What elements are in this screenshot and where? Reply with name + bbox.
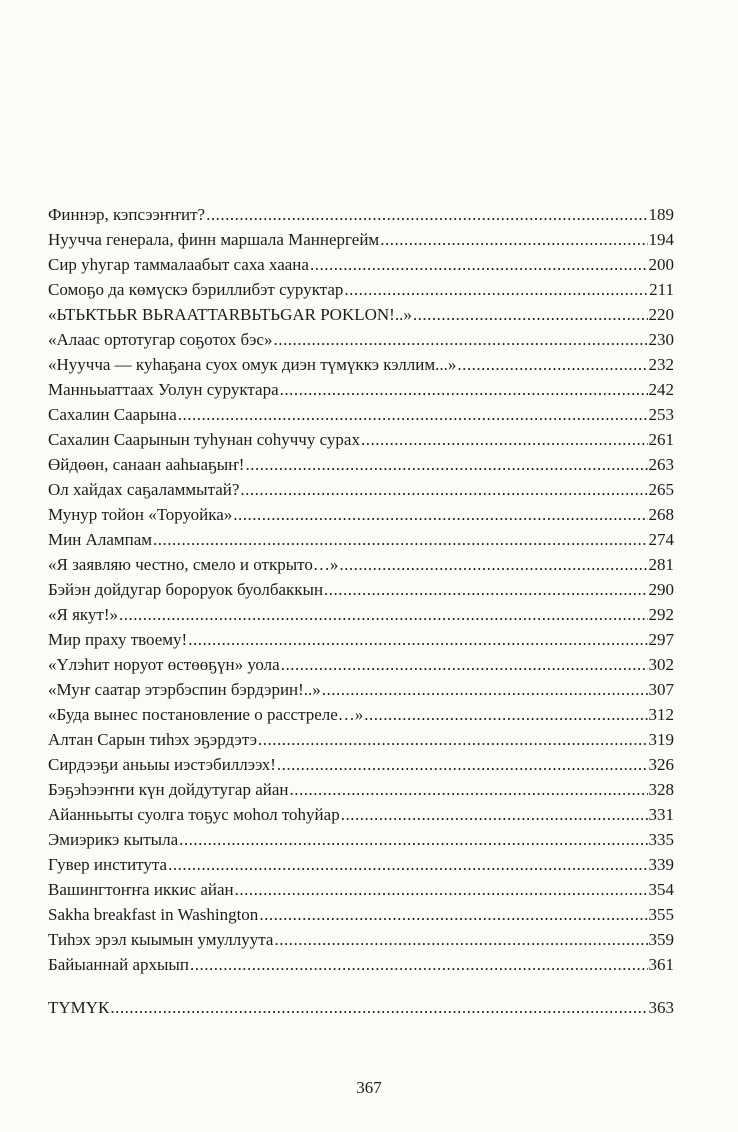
toc-entry-page: 331: [648, 805, 674, 825]
toc-entry-title: Сахалин Саарына: [48, 405, 177, 425]
toc-entry-page: 281: [648, 555, 674, 575]
toc-entry-page: 194: [648, 230, 674, 250]
toc-entry-title: «Нуучча — куһаҕана суох омук диэн түмүккэ кэллим...»: [48, 355, 457, 375]
dot-leader: [413, 302, 648, 327]
toc-entry: [48, 677, 674, 702]
toc-entry-page: 302: [648, 655, 674, 675]
toc-entry: [48, 902, 674, 927]
toc-entry-title: Манньыаттаах Уолун суруктара: [48, 380, 279, 400]
toc-entry-title: Бэҕэһээҥҥи күн дойдутугар айан: [48, 780, 289, 800]
toc-entry-title: Мир праху твоему!: [48, 630, 188, 650]
toc-entry-title: Вашингтоҥҥа иккис айан: [48, 880, 234, 900]
toc-entry-title: Нуучча генерала, финн маршала Маннергейм: [48, 230, 380, 250]
toc-entry-title: «Алаас ортотугар соҕотох бэс»: [48, 330, 273, 350]
toc-entry-page: 292: [648, 605, 674, 625]
toc-entry-title: Ол хайдах саҕаламмытай?: [48, 480, 240, 500]
toc-entry-page: 261: [648, 430, 674, 450]
toc-entry-page: 253: [648, 405, 674, 425]
toc-entry-page: 363: [648, 998, 674, 1018]
toc-entry: [48, 527, 674, 552]
toc-entry-title: Финнэр, кэпсээҥҥит?: [48, 205, 206, 224]
toc-entry-page: 328: [648, 780, 674, 800]
toc-entry-page: 189: [648, 205, 674, 224]
toc-entry: [48, 252, 674, 277]
dot-leader: [277, 752, 648, 777]
dot-leader: [206, 202, 647, 227]
dot-leader: [179, 827, 647, 852]
toc-entry: [48, 452, 674, 477]
dot-leader: [274, 927, 647, 952]
toc-entry: [48, 827, 674, 852]
dot-leader: [290, 777, 648, 802]
toc-entry-title: Айанньыты суолга тоҕус моһол тоһуйар: [48, 805, 340, 825]
toc-entry-page: 361: [648, 955, 674, 975]
toc-entry-title: «Я заявляю честно, смело и открыто…»: [48, 555, 339, 575]
toc-entry: [48, 377, 674, 402]
toc-entry-page: 307: [648, 680, 674, 700]
dot-leader: [341, 802, 648, 827]
dot-leader: [273, 327, 647, 352]
dot-leader: [280, 377, 648, 402]
toc-entry-page: 265: [648, 480, 674, 500]
dot-leader: [190, 952, 648, 977]
dot-leader: [364, 702, 647, 727]
toc-entry-page: 312: [648, 705, 674, 725]
toc-entry-page: 326: [648, 755, 674, 775]
toc-entry-page: 319: [648, 730, 674, 750]
toc-entry: [48, 502, 674, 527]
toc-entry: [48, 602, 674, 627]
toc-entry-title: Sakha breakfast in Washington: [48, 905, 259, 925]
toc-entry-title: Эмиэрикэ кытыла: [48, 830, 179, 850]
toc-entry: [48, 402, 674, 427]
toc-entry: [48, 577, 674, 602]
toc-entry: [48, 777, 674, 802]
toc-entry-page: 354: [648, 880, 674, 900]
toc-entry-page: 359: [648, 930, 674, 950]
dot-leader: [233, 502, 647, 527]
toc-entry-title: «Я якут!»: [48, 605, 119, 625]
dot-leader: [344, 277, 648, 302]
toc-entry: [48, 702, 674, 727]
toc-entry-page: 200: [648, 255, 674, 275]
toc-entry-title: Өйдөөн, санаан ааһыаҕыҥ!: [48, 455, 245, 475]
dot-leader: [235, 877, 648, 902]
dot-leader: [281, 652, 648, 677]
page-number: 367: [356, 1078, 382, 1097]
toc-entry-title: Сахалин Саарынын туһунан соһуччу сурах: [48, 430, 360, 450]
dot-leader: [361, 427, 648, 452]
toc-entry-title: «Муҥ саатар этэрбэспин бэрдэрин!..»: [48, 680, 321, 700]
toc-entry: [48, 302, 674, 327]
toc-entry-title: «ЬТЬКТЬЬR ВЬRAATTARВЬТЬGAR POKLON!..»: [48, 305, 412, 325]
toc-entry-title: Сирдээҕи аньыы иэстэбиллээх!: [48, 755, 276, 775]
toc-entry-title: Тиһэх эрэл кыымын умуллуута: [48, 930, 274, 950]
toc-entry-page: 211: [649, 280, 674, 300]
toc-entry-page: 230: [648, 330, 674, 350]
toc-entry-title: Мин Алампам: [48, 530, 153, 550]
toc-entry: [48, 995, 674, 1020]
toc-entry: [48, 752, 674, 777]
dot-leader: [324, 577, 647, 602]
toc-entry-title: Алтан Сарын тиһэх эҕэрдэтэ: [48, 730, 257, 750]
dot-leader: [339, 552, 647, 577]
toc-entry-page: 297: [648, 630, 674, 650]
toc-entry-title: Мунур тойон «Торуойка»: [48, 505, 233, 525]
toc-entry-page: 355: [648, 905, 674, 925]
toc-entry-title: Гувер института: [48, 855, 168, 875]
toc-entry-page: 339: [648, 855, 674, 875]
toc-entry: [48, 277, 674, 302]
toc-entry: [48, 427, 674, 452]
toc-entry: [48, 652, 674, 677]
toc-entry-page: 242: [648, 380, 674, 400]
toc-entry: [48, 327, 674, 352]
toc-entry-title: «Буда вынес постановление о расстреле…»: [48, 705, 364, 725]
toc-entry-page: 290: [648, 580, 674, 600]
dot-leader: [188, 627, 647, 652]
dot-leader: [310, 252, 648, 277]
toc-entry: [48, 877, 674, 902]
toc-entry-page: 263: [648, 455, 674, 475]
toc-entry: [48, 802, 674, 827]
dot-leader: [240, 477, 647, 502]
toc-entry: [48, 927, 674, 952]
toc-entry-title: Байыаннай архыып: [48, 955, 189, 975]
dot-leader: [168, 852, 647, 877]
dot-leader: [457, 352, 647, 377]
toc-entry-page: 268: [648, 505, 674, 525]
toc-entry: [48, 852, 674, 877]
toc-entry-page: 232: [648, 355, 674, 375]
toc-entry: [48, 727, 674, 752]
toc-entry-title: Бэйэн дойдугар бороруок буолбаккын: [48, 580, 324, 600]
toc-entry: [48, 477, 674, 502]
dot-leader: [178, 402, 648, 427]
toc-entry-title: «Үлэһит норуот өстөөҕүн» уола: [48, 655, 280, 675]
toc-entry: [48, 227, 674, 252]
dot-leader: [245, 452, 647, 477]
dot-leader: [153, 527, 647, 552]
toc-entry-title: Сир уһугар таммалаабыт саха хаана: [48, 255, 309, 275]
toc-entry-title: Сомоҕо да көмүскэ бэриллибэт суруктар: [48, 280, 344, 300]
table-of-contents: [48, 202, 674, 1021]
toc-entry: [48, 552, 674, 577]
toc-entry-page: 335: [648, 830, 674, 850]
toc-entry-page: 274: [648, 530, 674, 550]
dot-leader: [380, 227, 647, 252]
dot-leader: [259, 902, 647, 927]
toc-entry-title: ТҮМҮК: [48, 998, 110, 1018]
dot-leader: [110, 995, 647, 1020]
toc-entry-page: 220: [648, 305, 674, 325]
dot-leader: [119, 602, 647, 627]
dot-leader: [258, 727, 648, 752]
toc-entry: [48, 202, 674, 227]
toc-entry: [48, 952, 674, 977]
toc-entry: [48, 627, 674, 652]
dot-leader: [322, 677, 648, 702]
toc-entry: [48, 352, 674, 377]
